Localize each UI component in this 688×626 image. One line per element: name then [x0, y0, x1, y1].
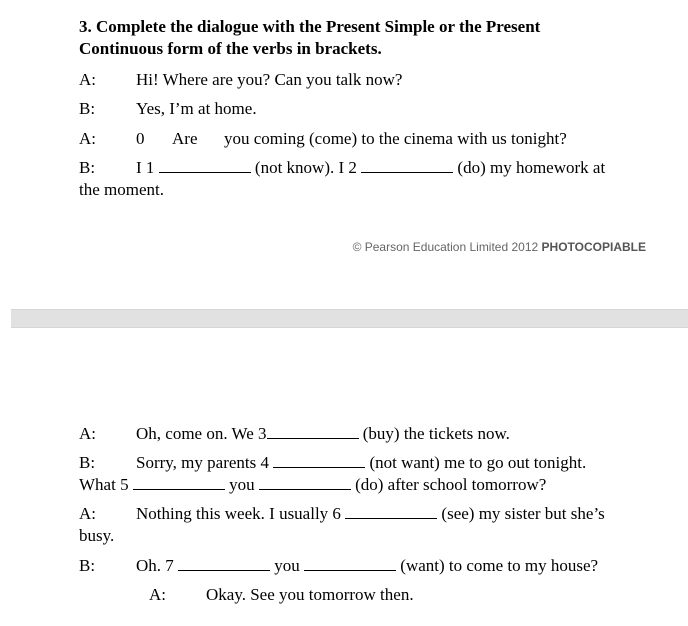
exercise-title	[79, 16, 540, 60]
dialogue-line	[79, 70, 96, 90]
dialogue-text: Okay. See you tomorrow then.	[206, 585, 414, 604]
dialogue-text: (do) my homework at	[457, 158, 606, 177]
answer-blank-2[interactable]	[361, 158, 453, 173]
speaker-label: B:	[79, 158, 96, 177]
speaker-label: B:	[79, 453, 96, 472]
answer-blank-1[interactable]	[159, 158, 251, 173]
dialogue-text: Oh, come on. We 3	[136, 424, 267, 443]
answer-blank-7b[interactable]	[304, 556, 396, 571]
exercise-title-line-1: 3. Complete the dialogue with the Present Simple or the Present	[79, 17, 541, 36]
dialogue-line	[136, 424, 510, 444]
page-separator	[11, 309, 688, 328]
speaker-label: B:	[79, 99, 96, 118]
dialogue-text: Nothing this week. I usually 6	[136, 504, 341, 523]
speaker-label: A:	[79, 70, 96, 89]
dialogue-line	[136, 504, 605, 524]
dialogue-text: Yes, I’m at home.	[136, 99, 257, 118]
dialogue-line	[136, 453, 586, 473]
speaker-label: A:	[79, 129, 96, 148]
answer-blank-4[interactable]	[273, 453, 365, 468]
dialogue-text: (see) my sister but she’s	[441, 504, 605, 523]
dialogue-text: Oh. 7	[136, 556, 174, 575]
answer-blank-3[interactable]	[267, 424, 359, 439]
dialogue-text: you	[274, 556, 300, 575]
answer-blank-5b[interactable]	[259, 475, 351, 490]
dialogue-line	[136, 556, 598, 576]
copyright-line	[353, 240, 646, 254]
speaker-label: A:	[79, 504, 96, 523]
dialogue-text: Sorry, my parents 4	[136, 453, 269, 472]
speaker-label: A:	[79, 424, 96, 443]
example-number: 0	[136, 129, 145, 148]
speaker-label: B:	[79, 556, 96, 575]
example-answer: Are	[172, 129, 198, 148]
answer-blank-5a[interactable]	[133, 475, 225, 490]
dialogue-text: (buy) the tickets now.	[362, 424, 510, 443]
answer-blank-7a[interactable]	[178, 556, 270, 571]
dialogue-text: (not know). I 2	[254, 158, 357, 177]
dialogue-text: (not want) me to go out tonight.	[369, 453, 587, 472]
dialogue-text: the moment.	[79, 180, 164, 199]
dialogue-text: you	[229, 475, 255, 494]
speaker-label: A:	[149, 585, 166, 604]
dialogue-text: What 5	[79, 475, 129, 494]
exercise-title-line-2: Continuous form of the verbs in brackets.	[79, 39, 382, 58]
dialogue-line	[136, 158, 605, 178]
dialogue-text: you coming (come) to the cinema with us tonight?	[224, 129, 567, 148]
dialogue-line	[79, 475, 546, 495]
photocopiable-label: PHOTOCOPIABLE	[541, 240, 646, 254]
dialogue-text: I 1	[136, 158, 155, 177]
dialogue-text: (do) after school tomorrow?	[355, 475, 547, 494]
copyright-text: © Pearson Education Limited 2012	[352, 240, 539, 254]
dialogue-text: Hi! Where are you? Can you talk now?	[136, 70, 403, 89]
answer-blank-6[interactable]	[345, 504, 437, 519]
dialogue-text: (want) to come to my house?	[400, 556, 599, 575]
dialogue-text: busy.	[79, 526, 115, 545]
